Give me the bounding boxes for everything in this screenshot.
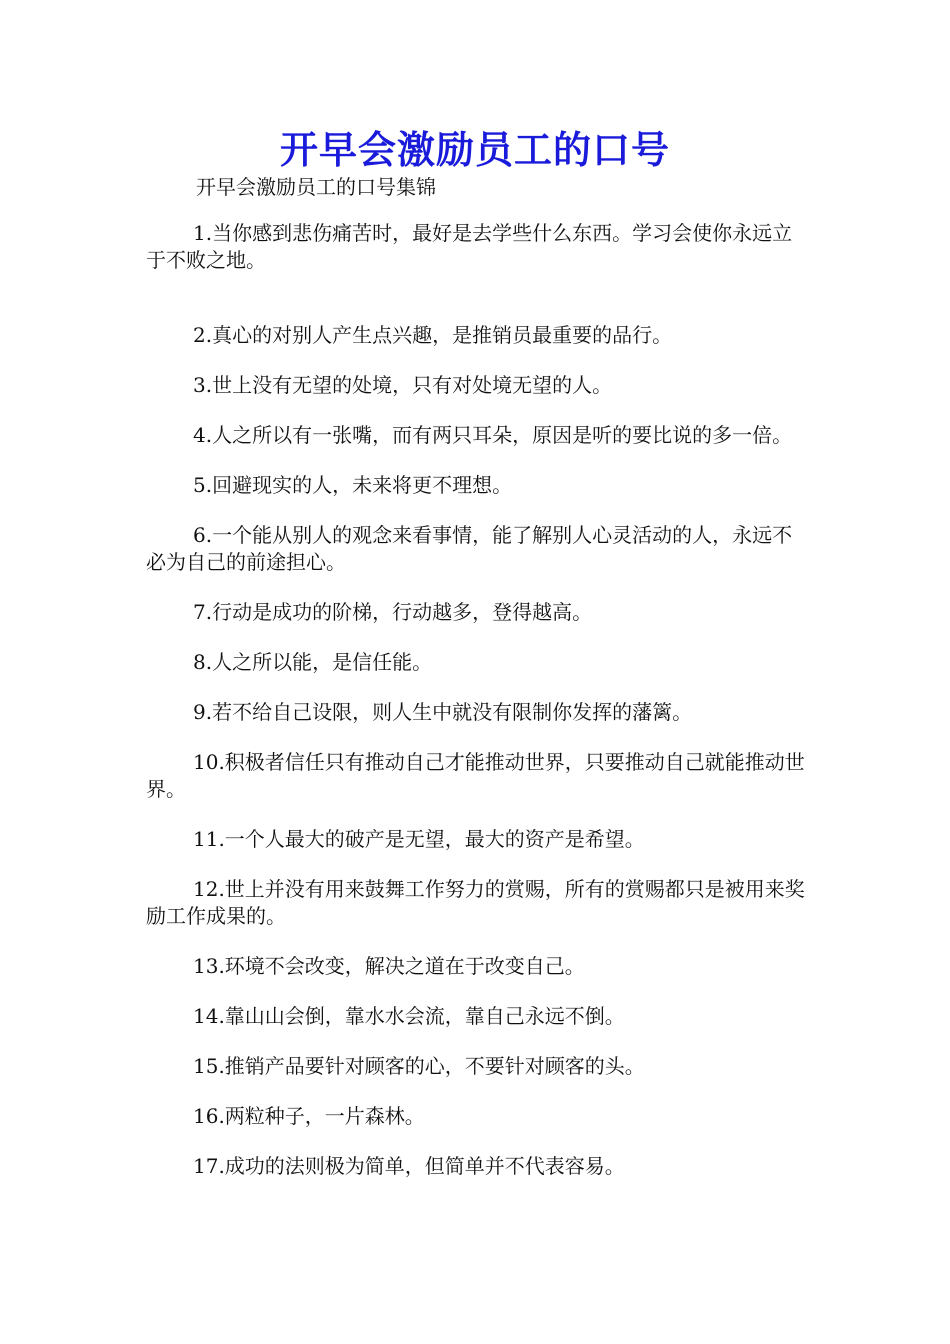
list-item: 13.环境不会改变，解决之道在于改变自己。 xyxy=(193,954,585,978)
document-subtitle: 开早会激励员工的口号集锦 xyxy=(196,175,436,199)
list-item: 3.世上没有无望的处境，只有对处境无望的人。 xyxy=(193,373,613,397)
list-item: 8.人之所以能，是信任能。 xyxy=(193,650,433,674)
list-item: 7.行动是成功的阶梯，行动越多，登得越高。 xyxy=(193,600,593,624)
list-item: 6.一个能从别人的观念来看事情，能了解别人心灵活动的人，永远不必为自己的前途担心。 xyxy=(146,523,793,574)
list-item: 2.真心的对别人产生点兴趣，是推销员最重要的品行。 xyxy=(193,323,673,347)
list-item: 5.回避现实的人，未来将更不理想。 xyxy=(193,473,513,497)
list-item: 1.当你感到悲伤痛苦时，最好是去学些什么东西。学习会使你永远立于不败之地。 xyxy=(146,221,793,272)
list-item: 4.人之所以有一张嘴，而有两只耳朵，原因是听的要比说的多一倍。 xyxy=(193,423,793,447)
list-item: 9.若不给自己设限，则人生中就没有限制你发挥的藩篱。 xyxy=(193,700,693,724)
list-item: 16.两粒种子，一片森林。 xyxy=(193,1104,425,1128)
list-item: 15.推销产品要针对顾客的心，不要针对顾客的头。 xyxy=(193,1054,645,1078)
slogan-list xyxy=(146,220,808,1203)
list-item: 11.一个人最大的破产是无望，最大的资产是希望。 xyxy=(193,827,645,851)
list-item: 12.世上并没有用来鼓舞工作努力的赏赐，所有的赏赐都只是被用来奖励工作成果的。 xyxy=(146,877,805,928)
document-title: 开早会激励员工的口号 xyxy=(279,127,670,172)
list-item: 10.积极者信任只有推动自己才能推动世界，只要推动自己就能推动世界。 xyxy=(146,750,805,801)
list-item: 17.成功的法则极为简单，但简单并不代表容易。 xyxy=(193,1154,625,1178)
list-item: 14.靠山山会倒，靠水水会流，靠自己永远不倒。 xyxy=(193,1004,625,1028)
